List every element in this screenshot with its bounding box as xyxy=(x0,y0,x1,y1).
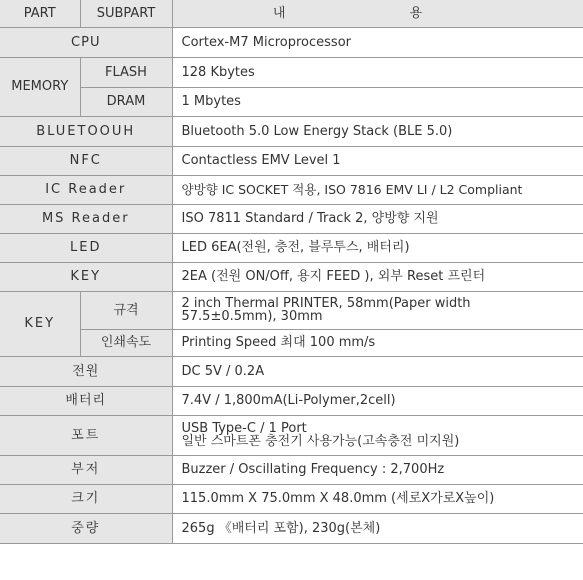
printer-speed-label: 인쇄속도 xyxy=(80,329,172,356)
table-row xyxy=(0,262,583,291)
bluetooth-value: Bluetooth 5.0 Low Energy Stack (BLE 5.0) xyxy=(172,116,583,146)
weight-label: 중량 xyxy=(0,513,172,543)
table-row xyxy=(0,146,583,175)
table-row xyxy=(0,87,583,116)
table-row xyxy=(0,484,583,513)
ms-reader-value: ISO 7811 Standard / Track 2, 양방향 지원 xyxy=(172,204,583,233)
table-row xyxy=(0,204,583,233)
table-row xyxy=(0,329,583,356)
printer-spec-line2: 57.5±0.5mm), 30mm xyxy=(181,309,323,324)
port-line2: 일반 스마트폰 충전기 사용가능(고속충전 미지원) xyxy=(181,434,460,449)
table-row xyxy=(0,513,583,543)
weight-value: 265g 《배터리 포함), 230g(본체) xyxy=(172,513,583,543)
header-subpart: SUBPART xyxy=(80,0,172,27)
buzzer-label: 부저 xyxy=(0,455,172,484)
printer-spec-label: 규격 xyxy=(80,291,172,329)
size-label: 크기 xyxy=(0,484,172,513)
key-value: 2EA (전원 ON/Off, 용지 FEED ), 외부 Reset 프린터 xyxy=(172,262,583,291)
led-value: LED 6EA(전원, 충전, 블루투스, 배터리) xyxy=(172,233,583,262)
ms-reader-label: MS Reader xyxy=(0,204,172,233)
battery-value: 7.4V / 1,800mA(Li-Polymer,2cell) xyxy=(172,386,583,415)
table-row xyxy=(0,27,583,57)
size-value: 115.0mm X 75.0mm X 48.0mm (세로X가로X높이) xyxy=(172,484,583,513)
table-row xyxy=(0,57,583,87)
table-row xyxy=(0,386,583,415)
dram-value: 1 Mbytes xyxy=(172,87,583,116)
flash-value: 128 Kbytes xyxy=(172,57,583,87)
table-row xyxy=(0,356,583,386)
cpu-value: Cortex-M7 Microprocessor xyxy=(172,27,583,57)
led-label: LED xyxy=(0,233,172,262)
printer-spec-line1: 2 inch Thermal PRINTER, 58mm(Paper width xyxy=(181,296,471,311)
header-part: PART xyxy=(0,0,80,27)
cpu-label: CPU xyxy=(0,27,172,57)
table-row xyxy=(0,116,583,146)
header-row xyxy=(0,0,583,27)
buzzer-value: Buzzer / Oscillating Frequency : 2,700Hz xyxy=(172,455,583,484)
table-row xyxy=(0,233,583,262)
power-label: 전원 xyxy=(0,356,172,386)
battery-label: 배터리 xyxy=(0,386,172,415)
printer-spec-value xyxy=(172,291,583,329)
printer-speed-value: Printing Speed 최대 100 mm/s xyxy=(172,329,583,356)
nfc-value: Contactless EMV Level 1 xyxy=(172,146,583,175)
key-label: KEY xyxy=(0,262,172,291)
printer-label: KEY xyxy=(0,291,80,356)
ic-reader-label: IC Reader xyxy=(0,175,172,204)
nfc-label: NFC xyxy=(0,146,172,175)
port-value xyxy=(172,415,583,455)
table-row xyxy=(0,415,583,455)
port-label: 포트 xyxy=(0,415,172,455)
table-row xyxy=(0,175,583,204)
table-row xyxy=(0,291,583,329)
memory-label: MEMORY xyxy=(0,57,80,116)
bluetooth-label: BLUETOOUH xyxy=(0,116,172,146)
dram-label: DRAM xyxy=(80,87,172,116)
flash-label: FLASH xyxy=(80,57,172,87)
port-line1: USB Type-C / 1 Port xyxy=(181,421,307,436)
power-value: DC 5V / 0.2A xyxy=(172,356,583,386)
ic-reader-value: 양방향 IC SOCKET 적용, ISO 7816 EMV LI / L2 Compliant xyxy=(172,175,583,204)
header-content: 내 용 xyxy=(172,0,583,27)
table-row xyxy=(0,455,583,484)
